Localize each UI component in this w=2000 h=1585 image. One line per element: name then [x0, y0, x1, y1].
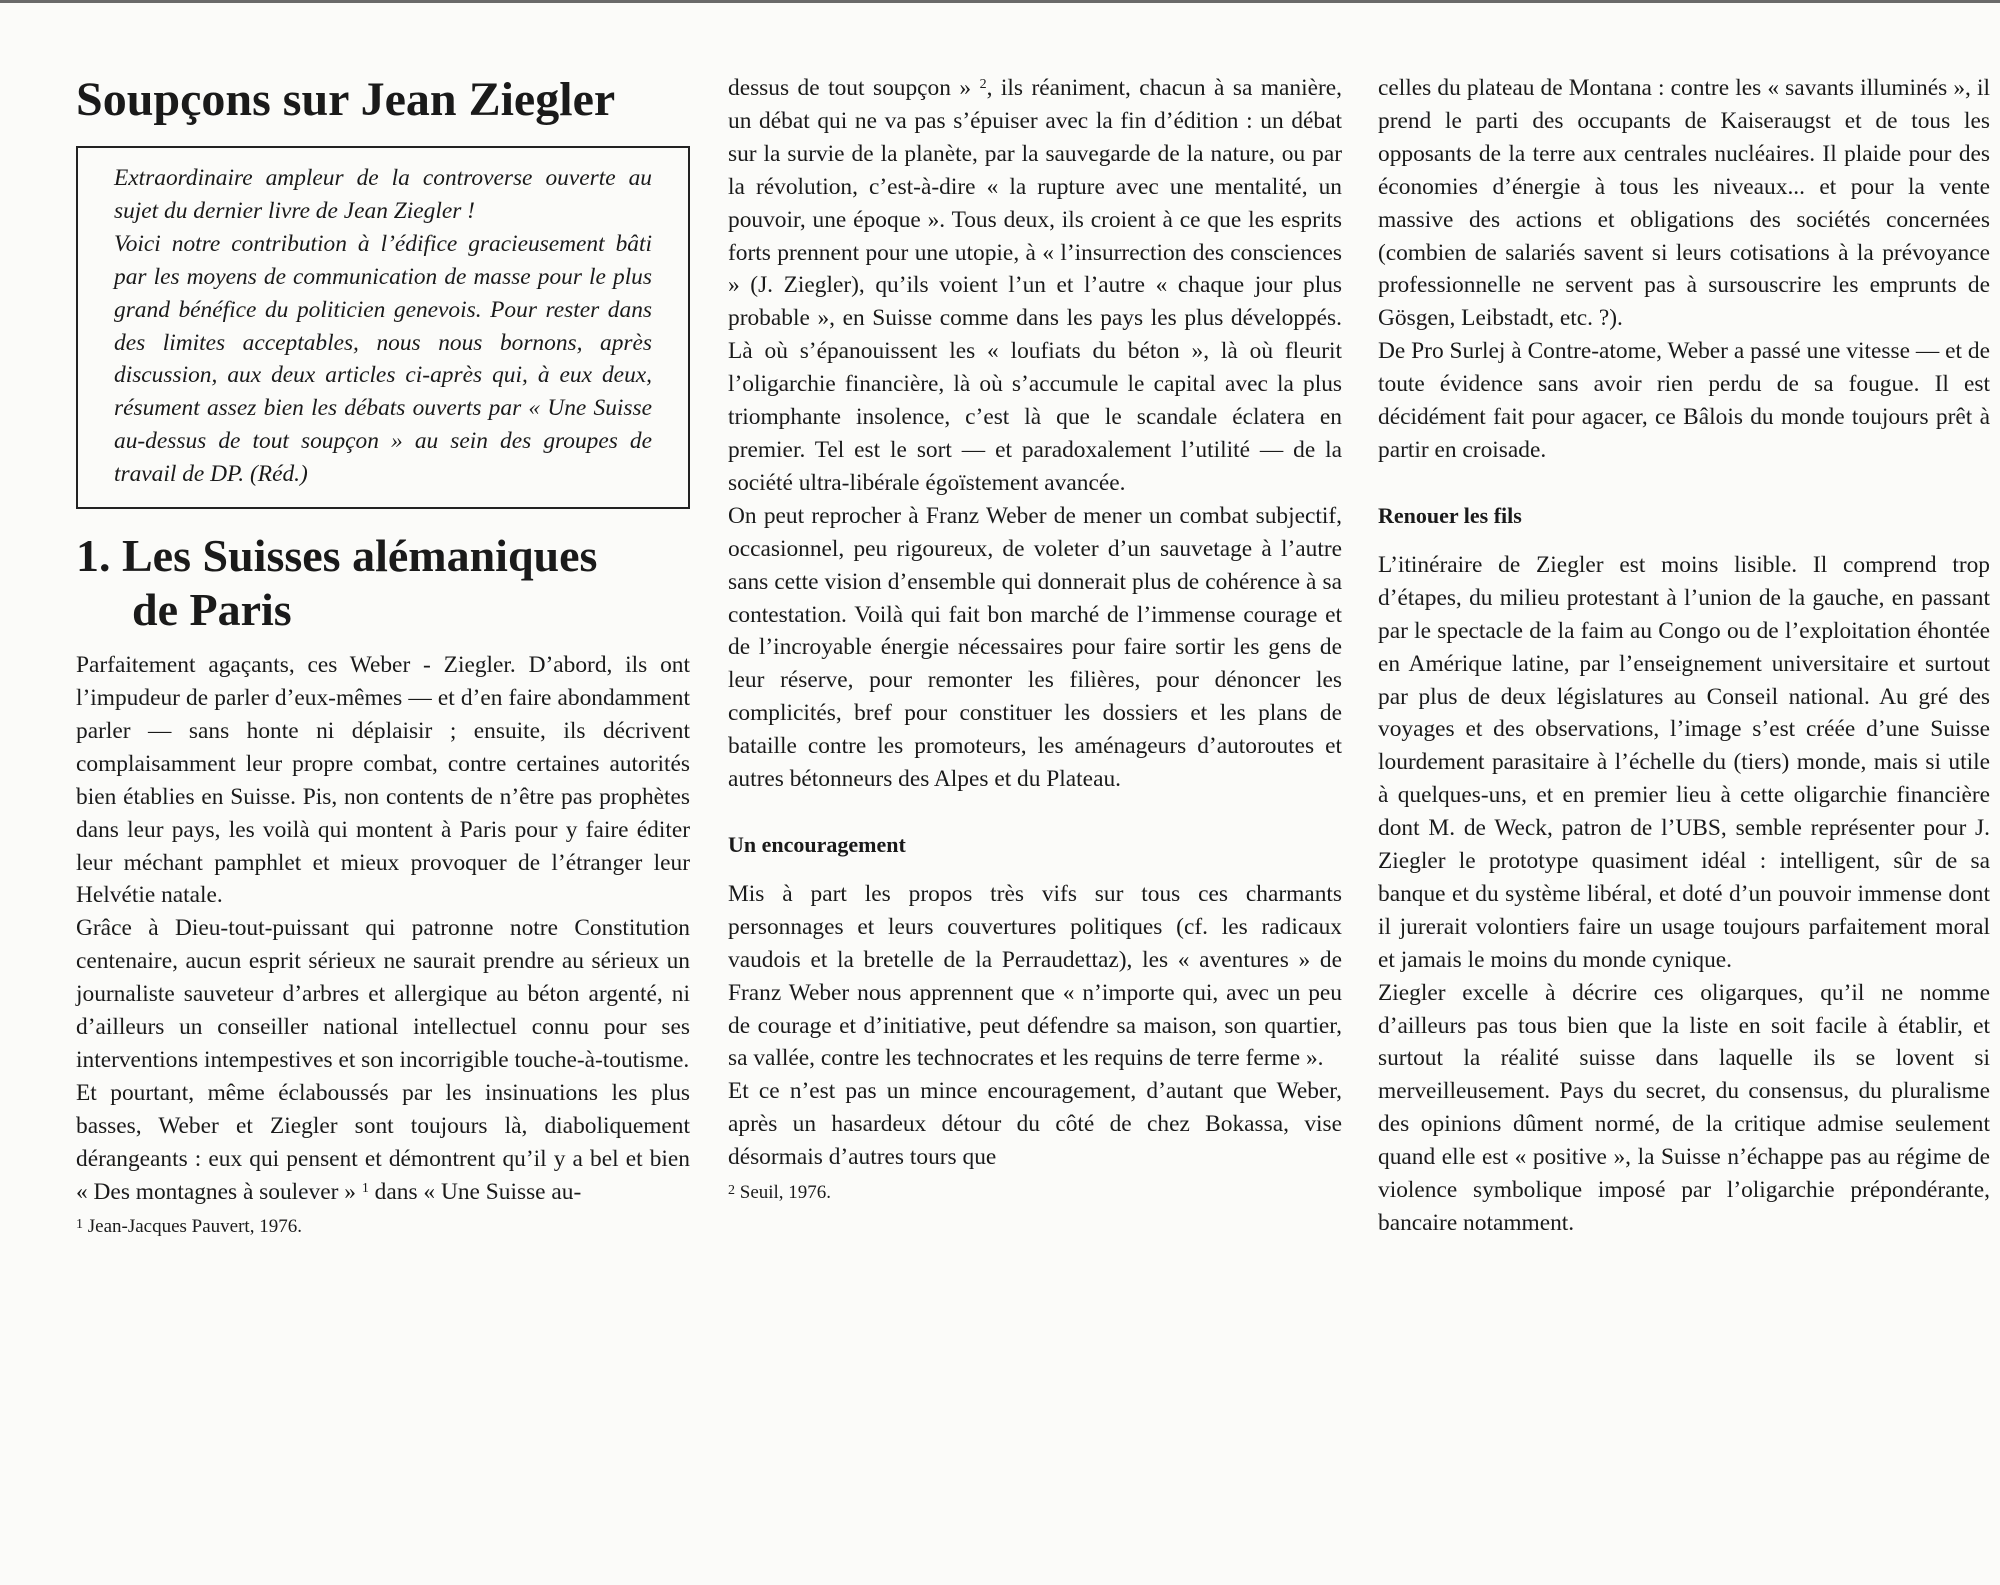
body-paragraph: Ziegler excelle à décrire ces oligarques, qu’il ne nomme d’ailleurs pas tous bien que la liste en soit facile à établir, et surtout la réalité suisse dans laquelle ils se lovent si merveilleusement. Pays du secret, du consensus, du pluralisme des opinions dûment normé, de la critique admise seulement quand elle est « positive », la Suisse n’échappe pas au régime de violence symbolique imposé par l’oligarchie prépondérante, bancaire notamment.: [1378, 979, 1990, 1236]
body-paragraph: [76, 1077, 690, 1209]
body-paragraph: Mis à part les propos très vifs sur tous ces charmants personnages et leurs couvertures politiques (cf. les radicaux vaudois et la bretelle de la Perraudettaz), les « aventures » de Franz Weber nous apprennent que « n’importe qui, avec un peu de courage et d’initiative, peut défendre sa maison, son quartier, sa vallée, contre les technocrates et les requins de terre ferme ».: [728, 880, 1342, 1072]
body-text: Et pourtant, même éclaboussés par les insinuations les plus basses, Weber et Ziegler sont toujours là, diaboliquement dérangeants : eux qui pensent et démontrent qu’il y a bel et bien « Des montagnes à soulever »: [76, 1079, 690, 1205]
footnote-number: 2: [728, 1183, 735, 1199]
intro-paragraph-1: Extraordinaire ampleur de la controverse ouverte au sujet du dernier livre de Jean Ziegler !: [114, 165, 652, 224]
footnote-number: 1: [76, 1217, 83, 1233]
section-heading-line-2: de Paris: [132, 584, 292, 636]
article-column-2: [728, 72, 1342, 1206]
body-text: dans « Une Suisse au-: [368, 1178, 582, 1205]
footnote-2: [728, 1180, 1342, 1206]
footnote-text: Seuil, 1976.: [735, 1182, 832, 1204]
body-paragraph: [728, 72, 1342, 500]
subheading: Un encouragement: [728, 831, 906, 857]
section-heading: [76, 529, 690, 637]
page-top-rule: [0, 0, 2000, 3]
footnote-text: Jean-Jacques Pauvert, 1976.: [83, 1216, 302, 1238]
editor-intro-box: [76, 146, 690, 509]
footnote-1: [76, 1214, 690, 1240]
page-title: Soupçons sur Jean Ziegler: [76, 73, 616, 126]
body-paragraph: Et ce n’est pas un mince encouragement, d’autant que Weber, après un hasardeux détour du côté de chez Bokassa, vise désormais d’autres tours que: [728, 1078, 1342, 1171]
body-paragraph: On peut reprocher à Franz Weber de mener un combat subjectif, occasionnel, peu rigoureux, de voleter d’un sauvetage à l’autre sans cette vision d’ensemble qui donnerait plus de cohérence à sa contestation. Voilà qui fait bon marché de l’immense courage et de l’incroyable énergie nécessaires pour faire sortir les gens de leur réserve, pour remonter les filières, pour dénoncer les complicités, bref pour constituer les dossiers et les plans de bataille contre les promoteurs, les aménageurs d’autoroutes et autres bétonneurs des Alpes et du Plateau.: [728, 502, 1342, 793]
section-heading-line-1: 1. Les Suisses alémaniques: [76, 530, 598, 582]
body-paragraph: celles du plateau de Montana : contre les « savants illuminés », il prend le parti des occupants de Kaiseraugst et de tous les opposants de la terre aux centrales nucléaires. Il plaide pour des économies d’énergie à tous les niveaux... et pour la vente massive des actions et obligations des sociétés concernées (combien de salariés savent si leurs cotisations à la prévoyance professionnelle ne servent pas à sursouscrire les emprunts de Gösgen, Leibstadt, etc. ?).: [1378, 75, 1990, 332]
body-text: , ils réaniment, chacun à sa manière, un débat qui ne va pas s’épuiser avec la fin d’édition : un débat sur la survie de la planète, par la sauvegarde de la nature, ou par la révolution, c’est-à-dire « la rupture avec une mentalité, un pouvoir, une époque ». Tous deux, ils croient à ce que les esprits forts prennent pour une utopie, à « l’insurrection des consciences » (J. Ziegler), qu’ils voient l’un et l’autre « chaque jour plus probable », en Suisse comme dans les pays les plus développés. Là où s’épanouissent les « loufiats du béton », là où fleurit l’oligarchie financière, là où s’accumule le capital avec la plus triomphante insolence, c’est là que le scandale éclatera en premier. Tel est le sort — et paradoxalement l’utilité — de la société ultra-libérale égoïstement avancée.: [728, 75, 1342, 496]
article-column-1: [76, 72, 690, 1240]
intro-paragraph-2: Voici notre contribution à l’édifice gracieusement bâti par les moyens de communication de masse pour le plus grand bénéfice du politicien genevois. Pour rester dans des limites acceptables, nous nous bornons, après discussion, aux deux articles ci-après qui, à eux deux, résument assez bien les débats ouverts par « Une Suisse au-dessus de tout soupçon » au sein des groupes de travail de DP. (Réd.): [114, 230, 652, 488]
footnote-ref-2: 2: [979, 77, 987, 92]
footnote-ref-1: 1: [361, 1180, 369, 1196]
body-paragraph: Grâce à Dieu-tout-puissant qui patronne notre Constitution centenaire, aucun esprit sérieux ne saurait prendre au sérieux un journaliste sauveteur d’arbres et allergique au béton argenté, ni d’ailleurs un conseiller national intellectuel connu pour ses interventions intempestives et son incorrigible touche-à-toutisme.: [76, 915, 690, 1073]
body-paragraph: Parfaitement agaçants, ces Weber - Ziegler. D’abord, ils ont l’impudeur de parler d’eux-mêmes — et d’en faire abondamment parler — sans honte ni déplaisir ; ensuite, ils décrivent complaisamment leur propre combat, contre certaines autorités bien établies en Suisse. Pis, non contents de n’être pas prophètes dans leur pays, les voilà qui montent à Paris pour y faire éditer leur méchant pamphlet et mieux provoquer de l’étranger leur Helvétie natale.: [76, 652, 690, 909]
subheading: Renouer les fils: [1378, 502, 1522, 528]
body-paragraph: L’itinéraire de Ziegler est moins lisible. Il comprend trop d’étapes, du milieu protestant à l’union de la gauche, en passant par le spectacle de la faim au Congo ou de l’exploitation éhontée en Amérique latine, par l’enseignement universitaire et surtout par plus de deux législatures au Conseil national. Au gré des voyages et des observations, l’image s’est créée d’une Suisse lourdement parasitaire à l’échelle du (tiers) monde, mais si utile à quelques-uns, et en premier lieu à cette oligarchie financière dont M. de Weck, patron de l’UBS, semble représenter pour J. Ziegler le prototype quasiment idéal : intelligent, sûr de sa banque et du système libéral, et doté d’un pouvoir immense dont il jurerait volontiers faire un usage toujours parfaitement moral et jamais le moins du monde cynique.: [1378, 551, 1990, 973]
body-paragraph: De Pro Surlej à Contre-atome, Weber a passé une vitesse — et de toute évidence sans avoir rien perdu de sa fougue. Il est décidément fait pour agacer, ce Bâlois du monde toujours prêt à partir en croisade.: [1378, 338, 1990, 463]
body-text: dessus de tout soupçon »: [728, 75, 972, 101]
article-column-3: [1378, 72, 1990, 1240]
